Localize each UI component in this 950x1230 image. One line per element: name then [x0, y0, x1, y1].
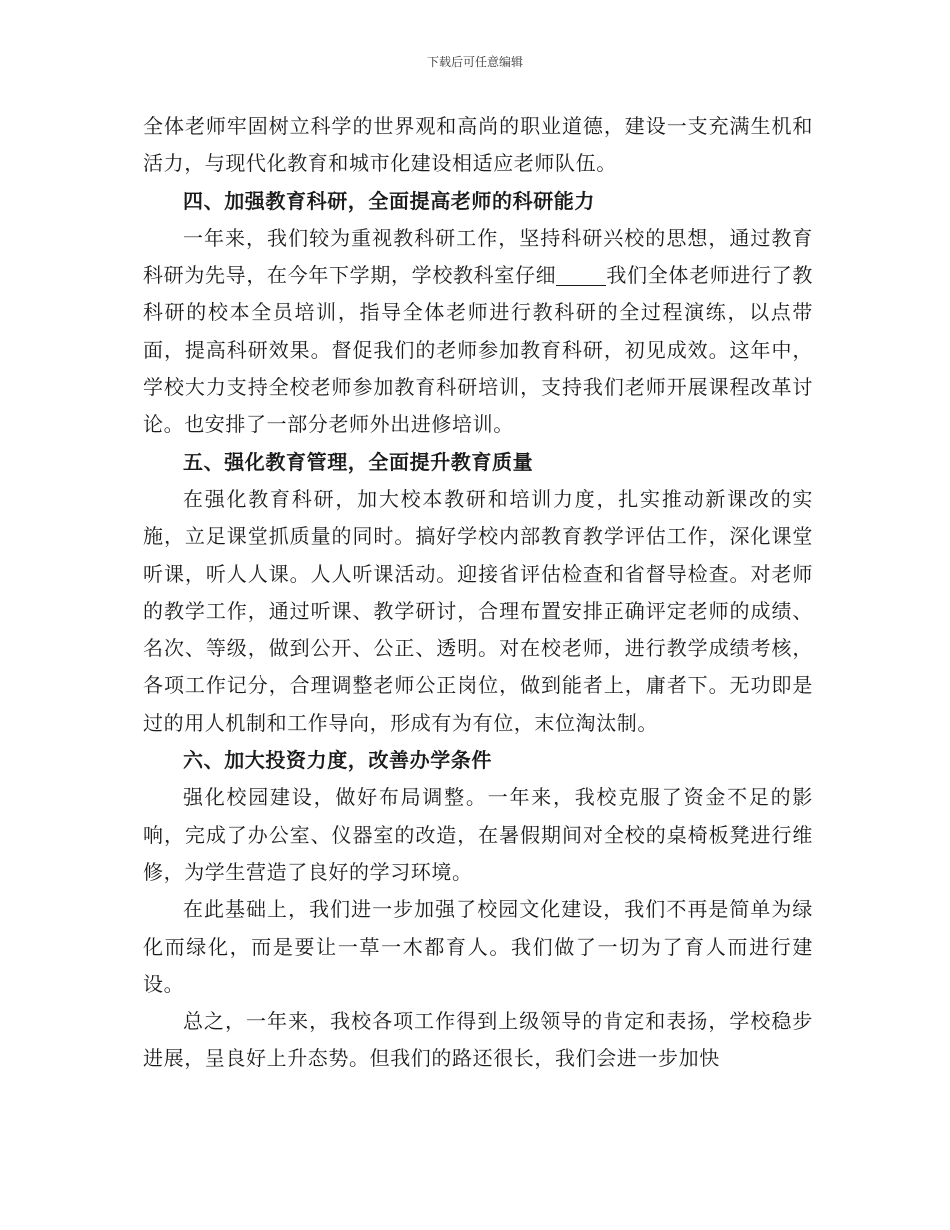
page-header: 下载后可任意编辑 [426, 55, 523, 69]
paragraph-campus-culture: 在此基础上，我们进一步加强了校园文化建设，我们不再是简单为绿化而绿化，而是要让一草一木都育人。我们做了一切为了育人而进行建设。 [143, 897, 813, 996]
paragraph-research [143, 220, 813, 444]
paragraph-campus-construction: 强化校园建设，做好布局调整。一年来，我校克服了资金不足的影响，完成了办公室、仪器室的改造，在暑假期间对全校的桌椅板凳进行维修，为学生营造了良好的学习环境。 [143, 785, 813, 884]
section-heading-research: 四、加强教育科研，全面提高老师的科研能力 [183, 188, 595, 213]
document-body [143, 108, 813, 1078]
fill-in-blank [556, 265, 606, 286]
paragraph-management: 在强化教育科研，加大校本教研和培训力度，扎实推动新课改的实施，立足课堂抓质量的同时。搞好学校内部教育教学评估工作，深化课堂听课，听人人课。人人听课活动。迎接省评估检查和省督导检查。对老师的教学工作，通过听课、教学研讨，合理布置安排正确评定老师的成绩、名次、等级，做到公开、公正、透明。对在校老师，进行教学成绩考核，各项工作记分，合理调整老师公正岗位，做到能者上，庸者下。无功即是过的用人机制和工作导向，形成有为有位，末位淘汰制。 [143, 486, 813, 735]
section-heading-management: 五、强化教育管理，全面提升教育质量 [183, 449, 534, 474]
paragraph-summary: 总之，一年来，我校各项工作得到上级领导的肯定和表扬，学校稳步进展，呈良好上升态势。但我们的路还很长，我们会进一步加快 [143, 1009, 813, 1071]
section-heading-investment: 六、加大投资力度，改善办学条件 [183, 748, 492, 773]
paragraph-research-part2: 我们全体老师进行了教科研的校本全员培训，指导全体老师进行教科研的全过程演练，以点带面，提高科研效果。督促我们的老师参加教育科研，初见成效。这年中，学校大力支持全校老师参加教育科研培训，支持我们老师开展课程改革讨论。也安排了一部分老师外出进修培训。 [143, 263, 814, 437]
paragraph-research-part1: 一年来，我们较为重视教科研工作，坚持科研兴校的思想，通过教育科研为先导，在今年下学期，学校教科室仔细 [143, 225, 813, 288]
paragraph-teacher-ethics: 全体老师牢固树立科学的世界观和高尚的职业道德，建设一支充满生机和活力，与现代化教育和城市化建设相适应老师队伍。 [143, 114, 813, 176]
